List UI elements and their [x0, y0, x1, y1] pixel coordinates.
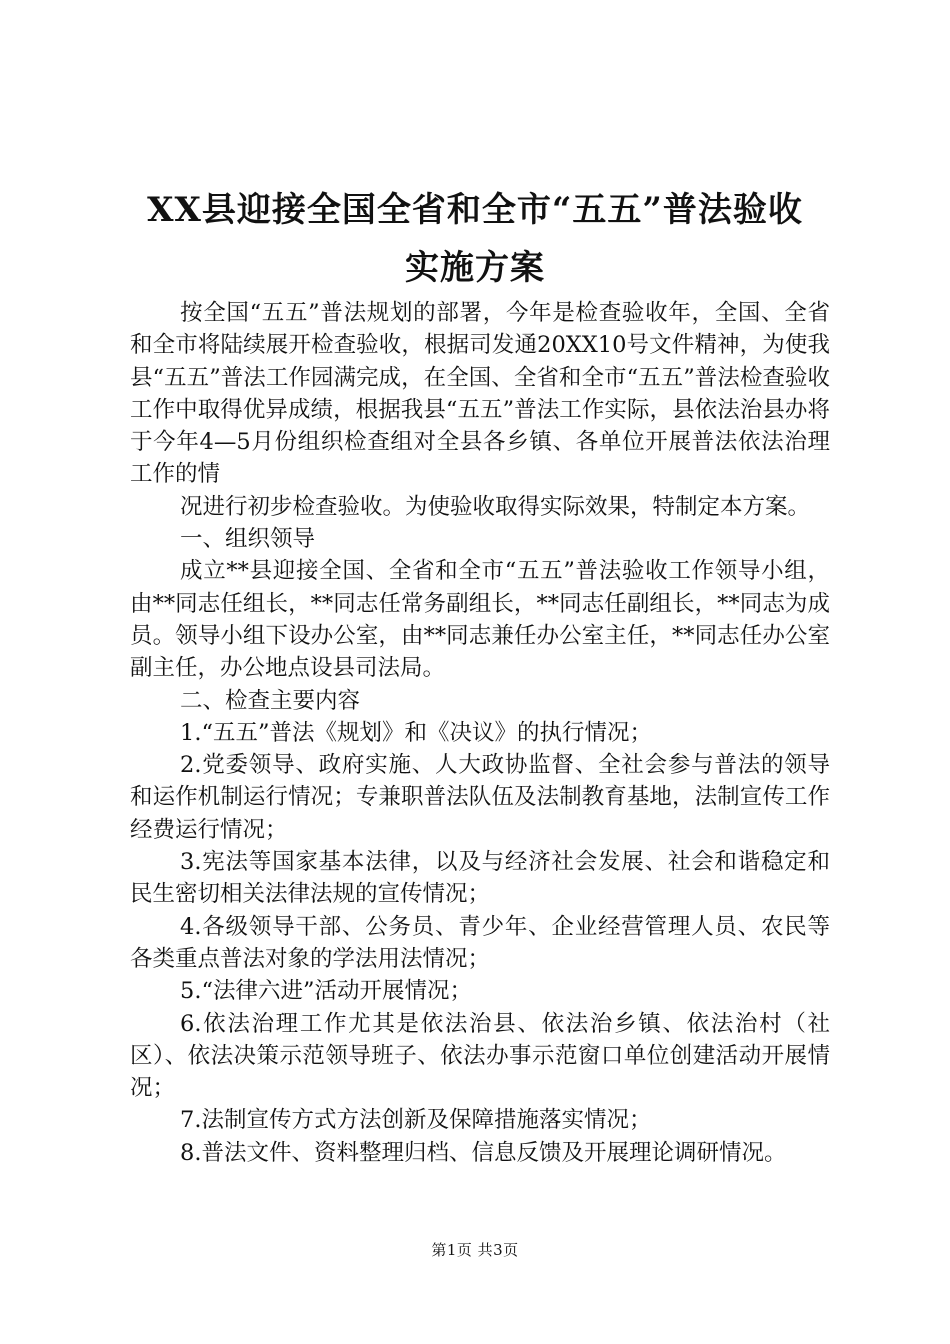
list-item-2: 2.党委领导、政府实施、人大政协监督、全社会参与普法的领导和运作机制运行情况；专兼职普法队伍及法制教育基地，法制宣传工作经费运行情况；	[130, 752, 830, 843]
list-item-8: 8.普法文件、资料整理归档、信息反馈及开展理论调研情况。	[180, 1139, 787, 1166]
list-item-4: 4.各级领导干部、公务员、青少年、企业经营管理人员、农民等各类重点普法对象的学法用法情况；	[130, 913, 830, 972]
paragraph-organization: 成立**县迎接全国、全省和全市“五五”普法验收工作领导小组，由**同志任组长，**同志任常务副组长，**同志任副组长，**同志为成员。领导小组下设办公室，由**同志兼任办公室主任，**同志任办公室副主任，办公地点设县司法局。	[130, 558, 830, 682]
document-title-line2: 实施方案	[405, 248, 545, 288]
document-body	[130, 297, 830, 1169]
list-item-7: 7.法制宣传方式方法创新及保障措施落实情况；	[180, 1107, 652, 1134]
list-item-5: 5.“法律六进”活动开展情况；	[180, 978, 472, 1005]
list-item-6: 6.依法治理工作尤其是依法治县、依法治乡镇、依法治村（社区）、依法决策示范领导班子、依法办事示范窗口单位创建活动开展情况；	[130, 1010, 830, 1102]
page-number-footer: 第1页 共3页	[431, 1241, 519, 1259]
list-item-3: 3.宪法等国家基本法律，以及与经济社会发展、社会和谐稳定和民生密切相关法律法规的宣传情况；	[130, 849, 830, 908]
list-item-1: 1.“五五”普法《规划》和《决议》的执行情况；	[180, 719, 652, 746]
section-heading-inspection-content: 二、检查主要内容	[180, 687, 361, 714]
paragraph-intro: 按全国“五五”普法规划的部署，今年是检查验收年，全国、全省和全市将陆续展开检查验收，根据司发通20XX10号文件精神，为使我县“五五”普法工作园满完成，在全国、全省和全市“五五”普法检查验收工作中取得优异成绩，根据我县“五五”普法工作实际，县依法治县办将于今年4—5月份组织检查组对全县各乡镇、各单位开展普法依法治理工作的情	[130, 300, 830, 488]
section-heading-organization: 一、组织领导	[180, 526, 316, 553]
paragraph-intro-continued: 况进行初步检查验收。为使验收取得实际效果，特制定本方案。	[180, 493, 811, 520]
document-title-line1: XX县迎接全国全省和全市“五五”普法验收	[147, 190, 803, 230]
